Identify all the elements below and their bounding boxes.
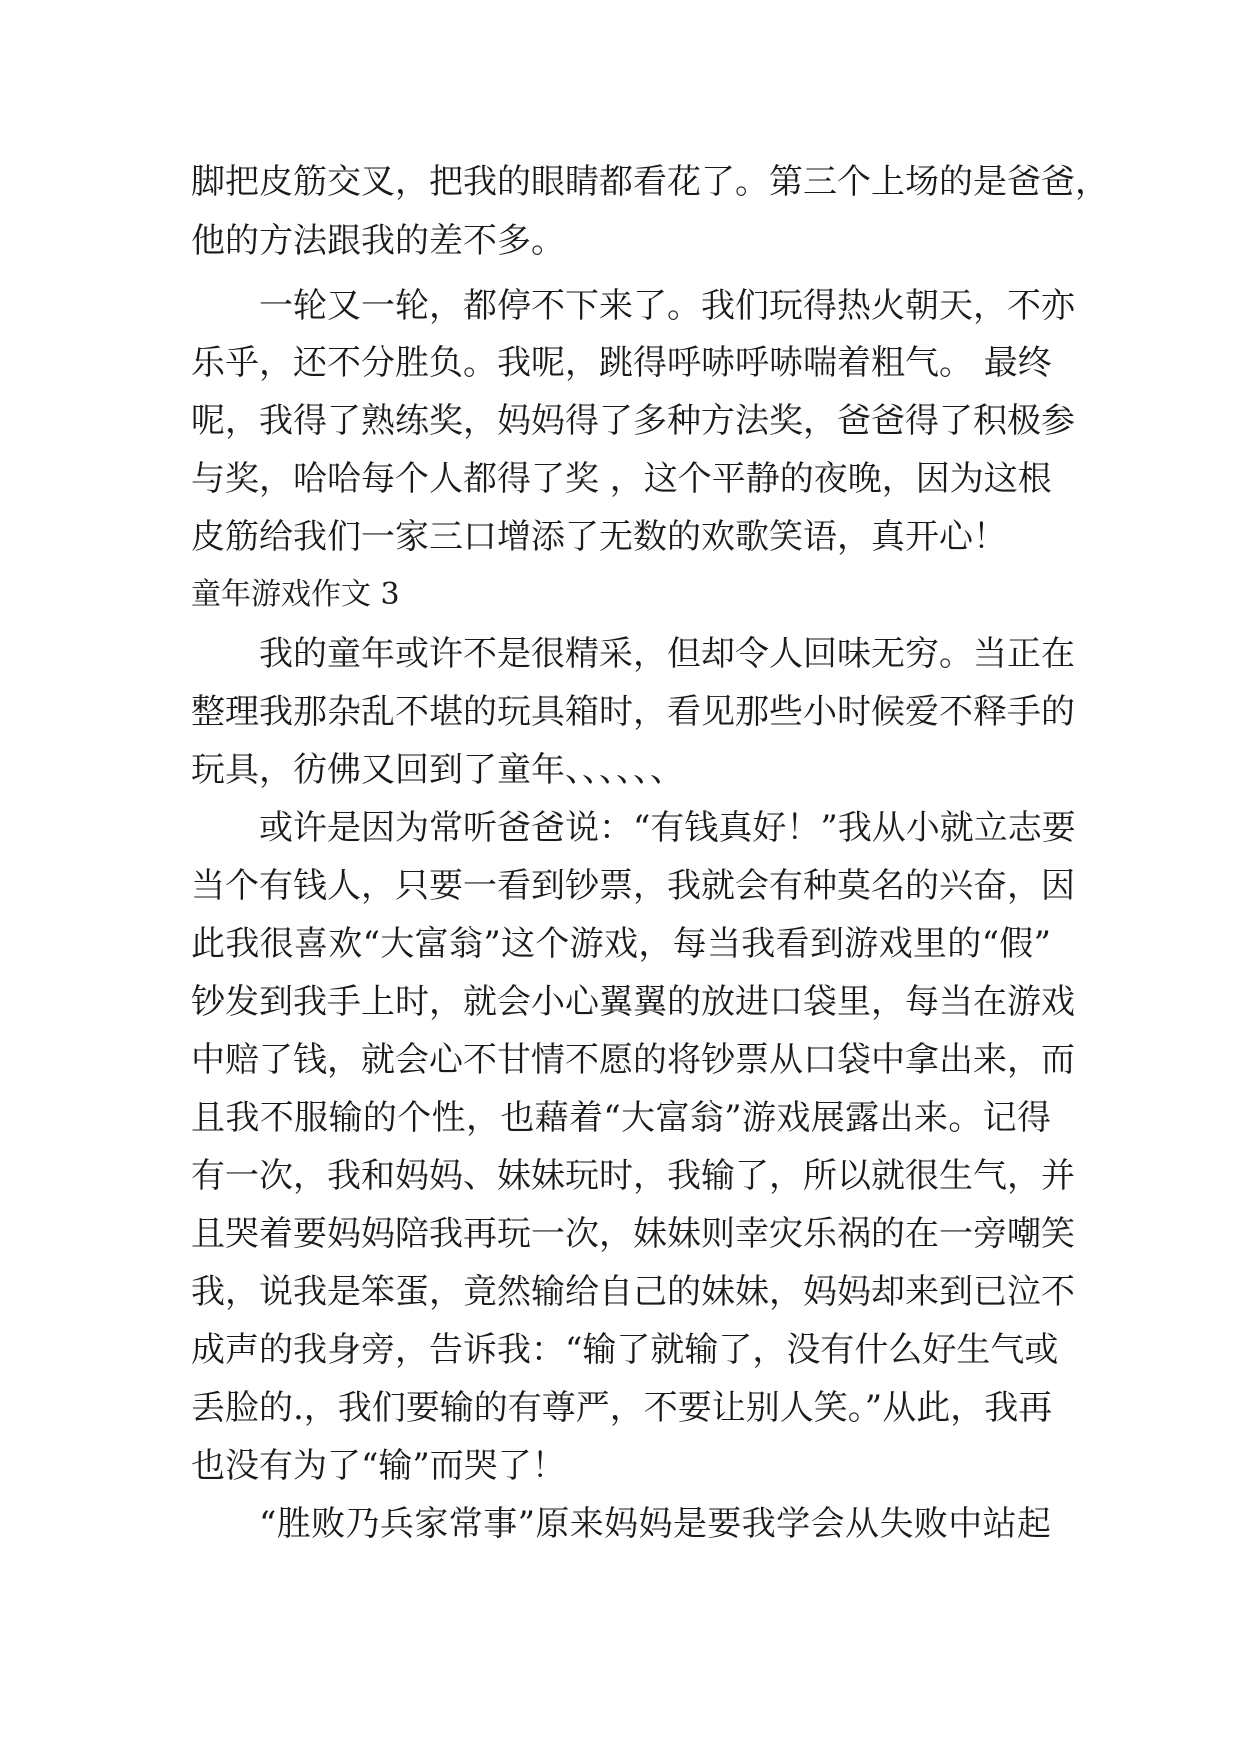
text-line: 钞发到我手上时，就会小心翼翼的放进口袋里，每当在游戏 <box>191 982 1075 1022</box>
text-line: 一轮又一轮，都停不下来了。我们玩得热火朝天，不亦 <box>259 286 1075 326</box>
text-line: 成声的我身旁，告诉我：“输了就输了，没有什么好生气或 <box>191 1330 1059 1370</box>
text-line: 或许是因为常听爸爸说：“有钱真好！”我从小就立志要 <box>259 808 1076 848</box>
text-line: 丢脸的.，我们要输的有尊严，不要让别人笑。”从此，我再 <box>191 1388 1053 1428</box>
text-line: 玩具，彷佛又回到了童年、、、、、、 <box>191 750 684 790</box>
text-line: 整理我那杂乱不堪的玩具箱时，看见那些小时候爱不释手的 <box>191 692 1075 732</box>
text-line: 乐乎，还不分胜负。我呢，跳得呼哧呼哧喘着粗气。 最终 <box>191 343 1052 383</box>
text-line: 他的方法跟我的差不多。 <box>191 221 565 261</box>
text-line: 皮筋给我们一家三口增添了无数的欢歌笑语，真开心！ <box>191 517 1007 557</box>
text-line: 我，说我是笨蛋，竟然输给自己的妹妹，妈妈却来到已泣不 <box>191 1272 1075 1312</box>
text-line: 此我很喜欢“大富翁”这个游戏，每当我看到游戏里的“假” <box>191 924 1051 964</box>
text-line: 当个有钱人，只要一看到钞票，我就会有种莫名的兴奋，因 <box>191 866 1075 906</box>
text-line: 与奖，哈哈每个人都得了奖 ，这个平静的夜晚，因为这根 <box>191 459 1052 499</box>
text-line: 呢，我得了熟练奖，妈妈得了多种方法奖，爸爸得了积极参 <box>191 401 1075 441</box>
text-line: “胜败乃兵家常事”原来妈妈是要我学会从失败中站起 <box>259 1504 1051 1544</box>
text-line: 脚把皮筋交叉，把我的眼睛都看花了。第三个上场的是爸爸， <box>191 162 1109 202</box>
text-line: 我的童年或许不是很精采，但却令人回味无穷。当正在 <box>259 634 1075 674</box>
text-line: 中赔了钱，就会心不甘情不愿的将钞票从口袋中拿出来，而 <box>191 1040 1075 1080</box>
text-line: 有一次，我和妈妈、妹妹玩时，我输了，所以就很生气，并 <box>191 1156 1075 1196</box>
text-line: 且哭着要妈妈陪我再玩一次，妹妹则幸灾乐祸的在一旁嘲笑 <box>191 1214 1075 1254</box>
text-line: 且我不服输的个性，也藉着“大富翁”游戏展露出来。记得 <box>191 1098 1051 1138</box>
text-line: 也没有为了“输”而哭了！ <box>191 1446 566 1486</box>
section-heading: 童年游戏作文 3 <box>191 577 400 612</box>
